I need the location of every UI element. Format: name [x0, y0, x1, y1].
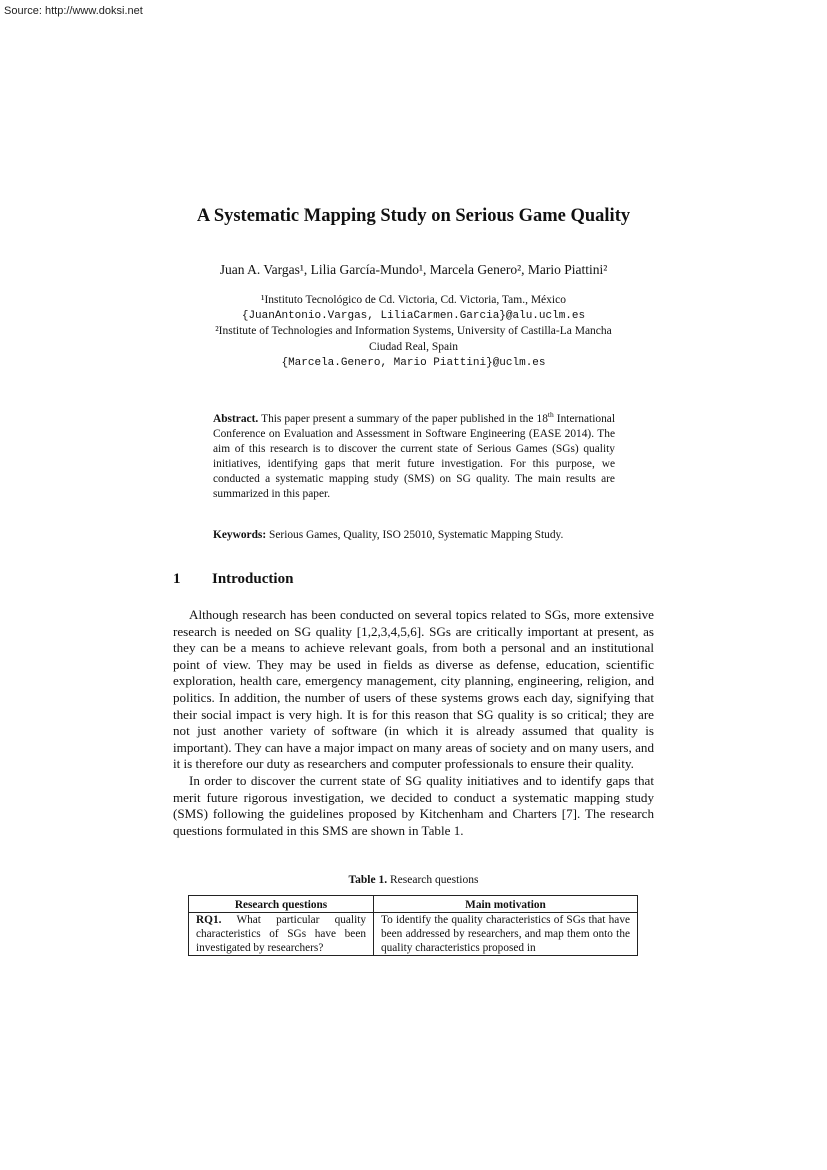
author-list: Juan A. Vargas¹, Lilia García-Mundo¹, Marcela Genero², Mario Piattini² [219, 262, 608, 277]
rq1-cell [189, 913, 374, 956]
abstract-label: Abstract. [213, 413, 259, 425]
affiliation-2-city: Ciudad Real, Spain [368, 341, 459, 353]
intro-paragraph-2: In order to discover the current state of SG quality initiatives and to identify gaps that merit future rigorous investigation, we decided to conduct a systematic mapping study (SMS) following the guidelines proposed by Kitchenham and Charters [7]. The research questions formulated in this SMS are shown in Table 1. [173, 772, 654, 838]
email-group-2: {Marcela.Genero, Mario Piattini}@uclm.es [281, 357, 546, 369]
keywords-text: Serious Games, Quality, ISO 25010, Systematic Mapping Study. [266, 529, 564, 541]
abstract [213, 412, 615, 502]
keywords-label: Keywords: [213, 529, 267, 541]
section-heading [173, 571, 293, 588]
table-row [189, 913, 638, 956]
email-group-1: {JuanAntonio.Vargas, LiliaCarmen.Garcia}@alu.uclm.es [241, 310, 586, 322]
abstract-text-2: International Conference on Evaluation and Assessment in Software Engineering (EASE 2014). The aim of this research is to discover the current state of Serious Games (SGs) quality initiatives, identifying gaps that merit future investigation. For this purpose, we conducted a systematic mapping study (SMS) on SG quality. The main results are summarized in this paper. [213, 413, 615, 500]
keywords [213, 529, 615, 541]
intro-paragraph-1: Although research has been conducted on several topics related to SGs, more extensive research is needed on SG quality [1,2,3,4,5,6]. SGs are critically important at present, as they can be a means to achieve relevant goals, from both a personal and an institutional point of view. They may be used in fields as diverse as defense, education, scientific exploration, health care, emergency management, city planning, engineering, religion, and politics. In addition, the number of users of these systems grows each day, signifying that their social impact is very high. It is for this reason that SG quality is so critical; they are not just another variety of software (in which it is already assumed that quality is important). They can have a major impact on many areas of society and on many users, and it is therefore our duty as researchers and computer professionals to ensure their quality. [173, 607, 654, 772]
intro-body [173, 607, 654, 839]
rq1-motivation: To identify the quality characteristics of SGs that have been addressed by researchers, and map them onto the quality characteristics proposed in [374, 913, 638, 956]
section-number: 1 [173, 571, 181, 587]
research-questions-table [188, 895, 638, 956]
table-caption [173, 874, 654, 886]
paper-title: A Systematic Mapping Study on Serious Game Quality [196, 206, 631, 226]
affiliation-1: ¹Instituto Tecnológico de Cd. Victoria, Cd. Victoria, Tam., México [261, 294, 566, 306]
source-url: Source: http://www.doksi.net [4, 5, 143, 17]
table-caption-label: Table 1. [348, 874, 388, 886]
table-header-research-questions: Research questions [189, 896, 374, 913]
abstract-text-1: This paper present a summary of the paper published in the 18 [258, 413, 548, 425]
section-title: Introduction [212, 571, 294, 587]
abstract-sup: th [547, 410, 554, 420]
table-caption-text: Research questions [387, 874, 479, 886]
rq1-text: What particular quality characteristics of SGs have been investigated by researchers? [196, 914, 366, 954]
rq1-label: RQ1. [196, 914, 222, 926]
affiliation-2: ²Institute of Technologies and Information Systems, University of Castilla-La Mancha [215, 325, 612, 337]
table-header-row [189, 896, 638, 913]
table-header-main-motivation: Main motivation [374, 896, 638, 913]
